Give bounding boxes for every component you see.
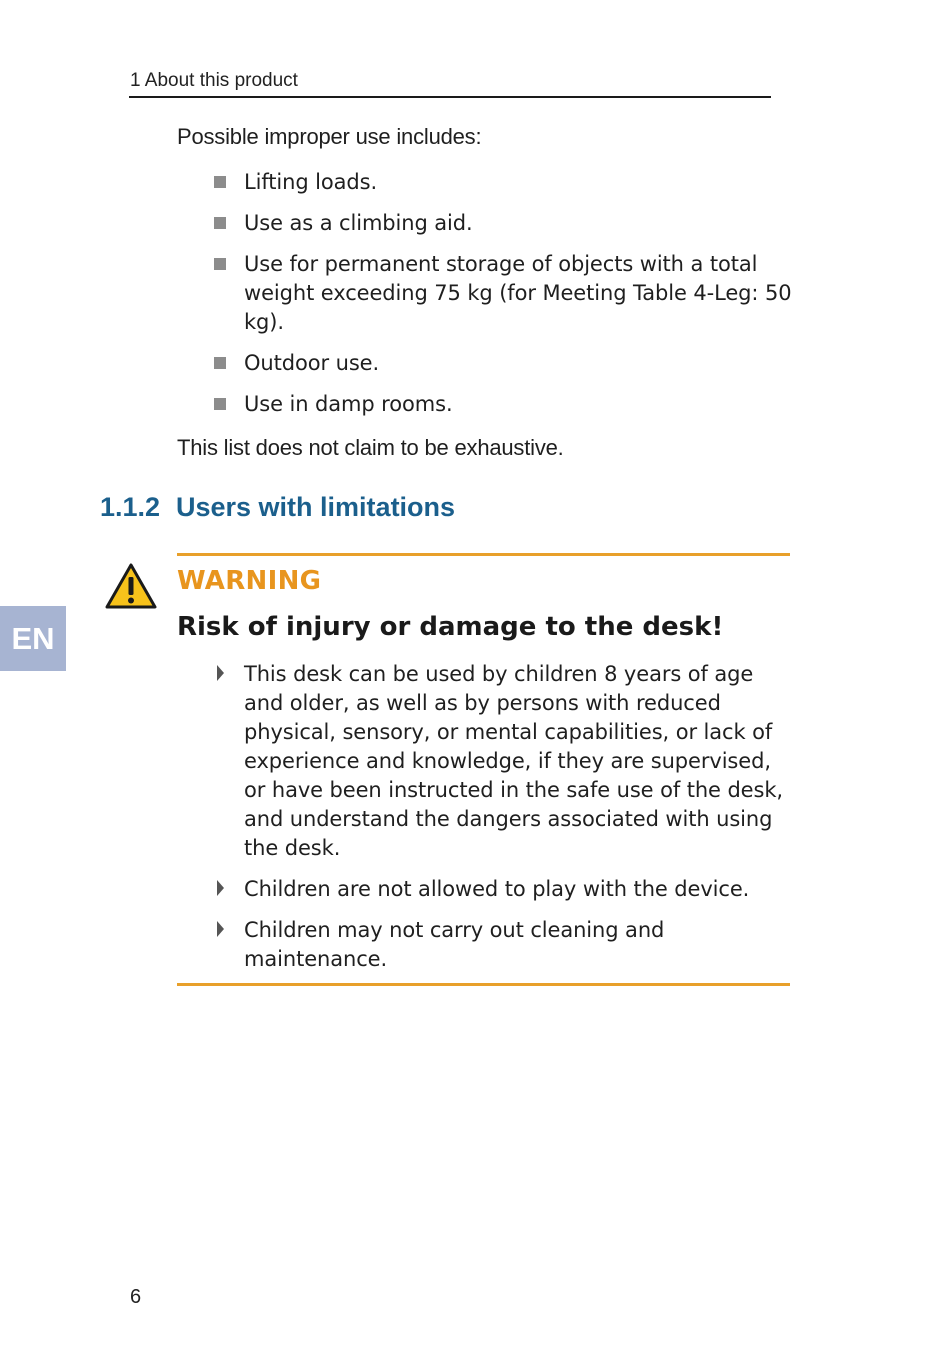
section-title: Users with limitations [176, 492, 456, 522]
section-number: 1.1.2 [100, 492, 161, 522]
list-item-text: Outdoor use. [244, 351, 380, 375]
warning-title: Risk of injury or damage to the desk! [177, 612, 724, 642]
warning-label: WARNING [177, 566, 322, 596]
square-bullet-icon [214, 217, 226, 229]
list-item [177, 250, 797, 337]
list-item-text: Children may not carry out cleaning and maintenance. [244, 918, 665, 971]
header-rule [129, 96, 771, 98]
triangle-bullet-icon [217, 880, 224, 896]
square-bullet-icon [214, 398, 226, 410]
list-item [177, 349, 797, 378]
list-item [177, 209, 797, 238]
list-item [177, 660, 797, 863]
list-item-text: Use in damp rooms. [244, 392, 453, 416]
list-item [177, 875, 797, 904]
warning-list [177, 660, 797, 986]
triangle-bullet-icon [217, 665, 224, 681]
list-item [177, 168, 797, 197]
list-item-text: Lifting loads. [244, 170, 378, 194]
warning-triangle-icon [104, 562, 158, 610]
list-item [177, 916, 797, 974]
improper-use-intro: Possible improper use includes: [177, 124, 482, 149]
triangle-bullet-icon [217, 921, 224, 937]
square-bullet-icon [214, 357, 226, 369]
square-bullet-icon [214, 258, 226, 270]
language-tab: EN [0, 606, 66, 671]
page-number: 6 [130, 1286, 142, 1308]
list-item-text: Use as a climbing aid. [244, 211, 473, 235]
square-bullet-icon [214, 176, 226, 188]
list-item [177, 390, 797, 419]
list-item-text: Use for permanent storage of objects with a total weight exceeding 75 kg (for Meeting Table 4-Leg: 50 kg). [244, 252, 792, 334]
improper-use-list [177, 168, 797, 431]
warning-bottom-rule [177, 983, 790, 986]
warning-top-rule [177, 553, 790, 556]
page-header-title: 1 About this product [130, 70, 298, 91]
section-heading [100, 492, 455, 523]
list-item-text: Children are not allowed to play with the device. [244, 877, 750, 901]
improper-use-outro: This list does not claim to be exhaustive. [177, 435, 564, 460]
list-item-text: This desk can be used by children 8 years of age and older, as well as by persons with reduced physical, sensory, or mental capabilities, or lack of experience and knowledge, if they are supervised, or have been instructed in the safe use of the desk, and understand the dangers associated with using the desk. [244, 662, 783, 860]
